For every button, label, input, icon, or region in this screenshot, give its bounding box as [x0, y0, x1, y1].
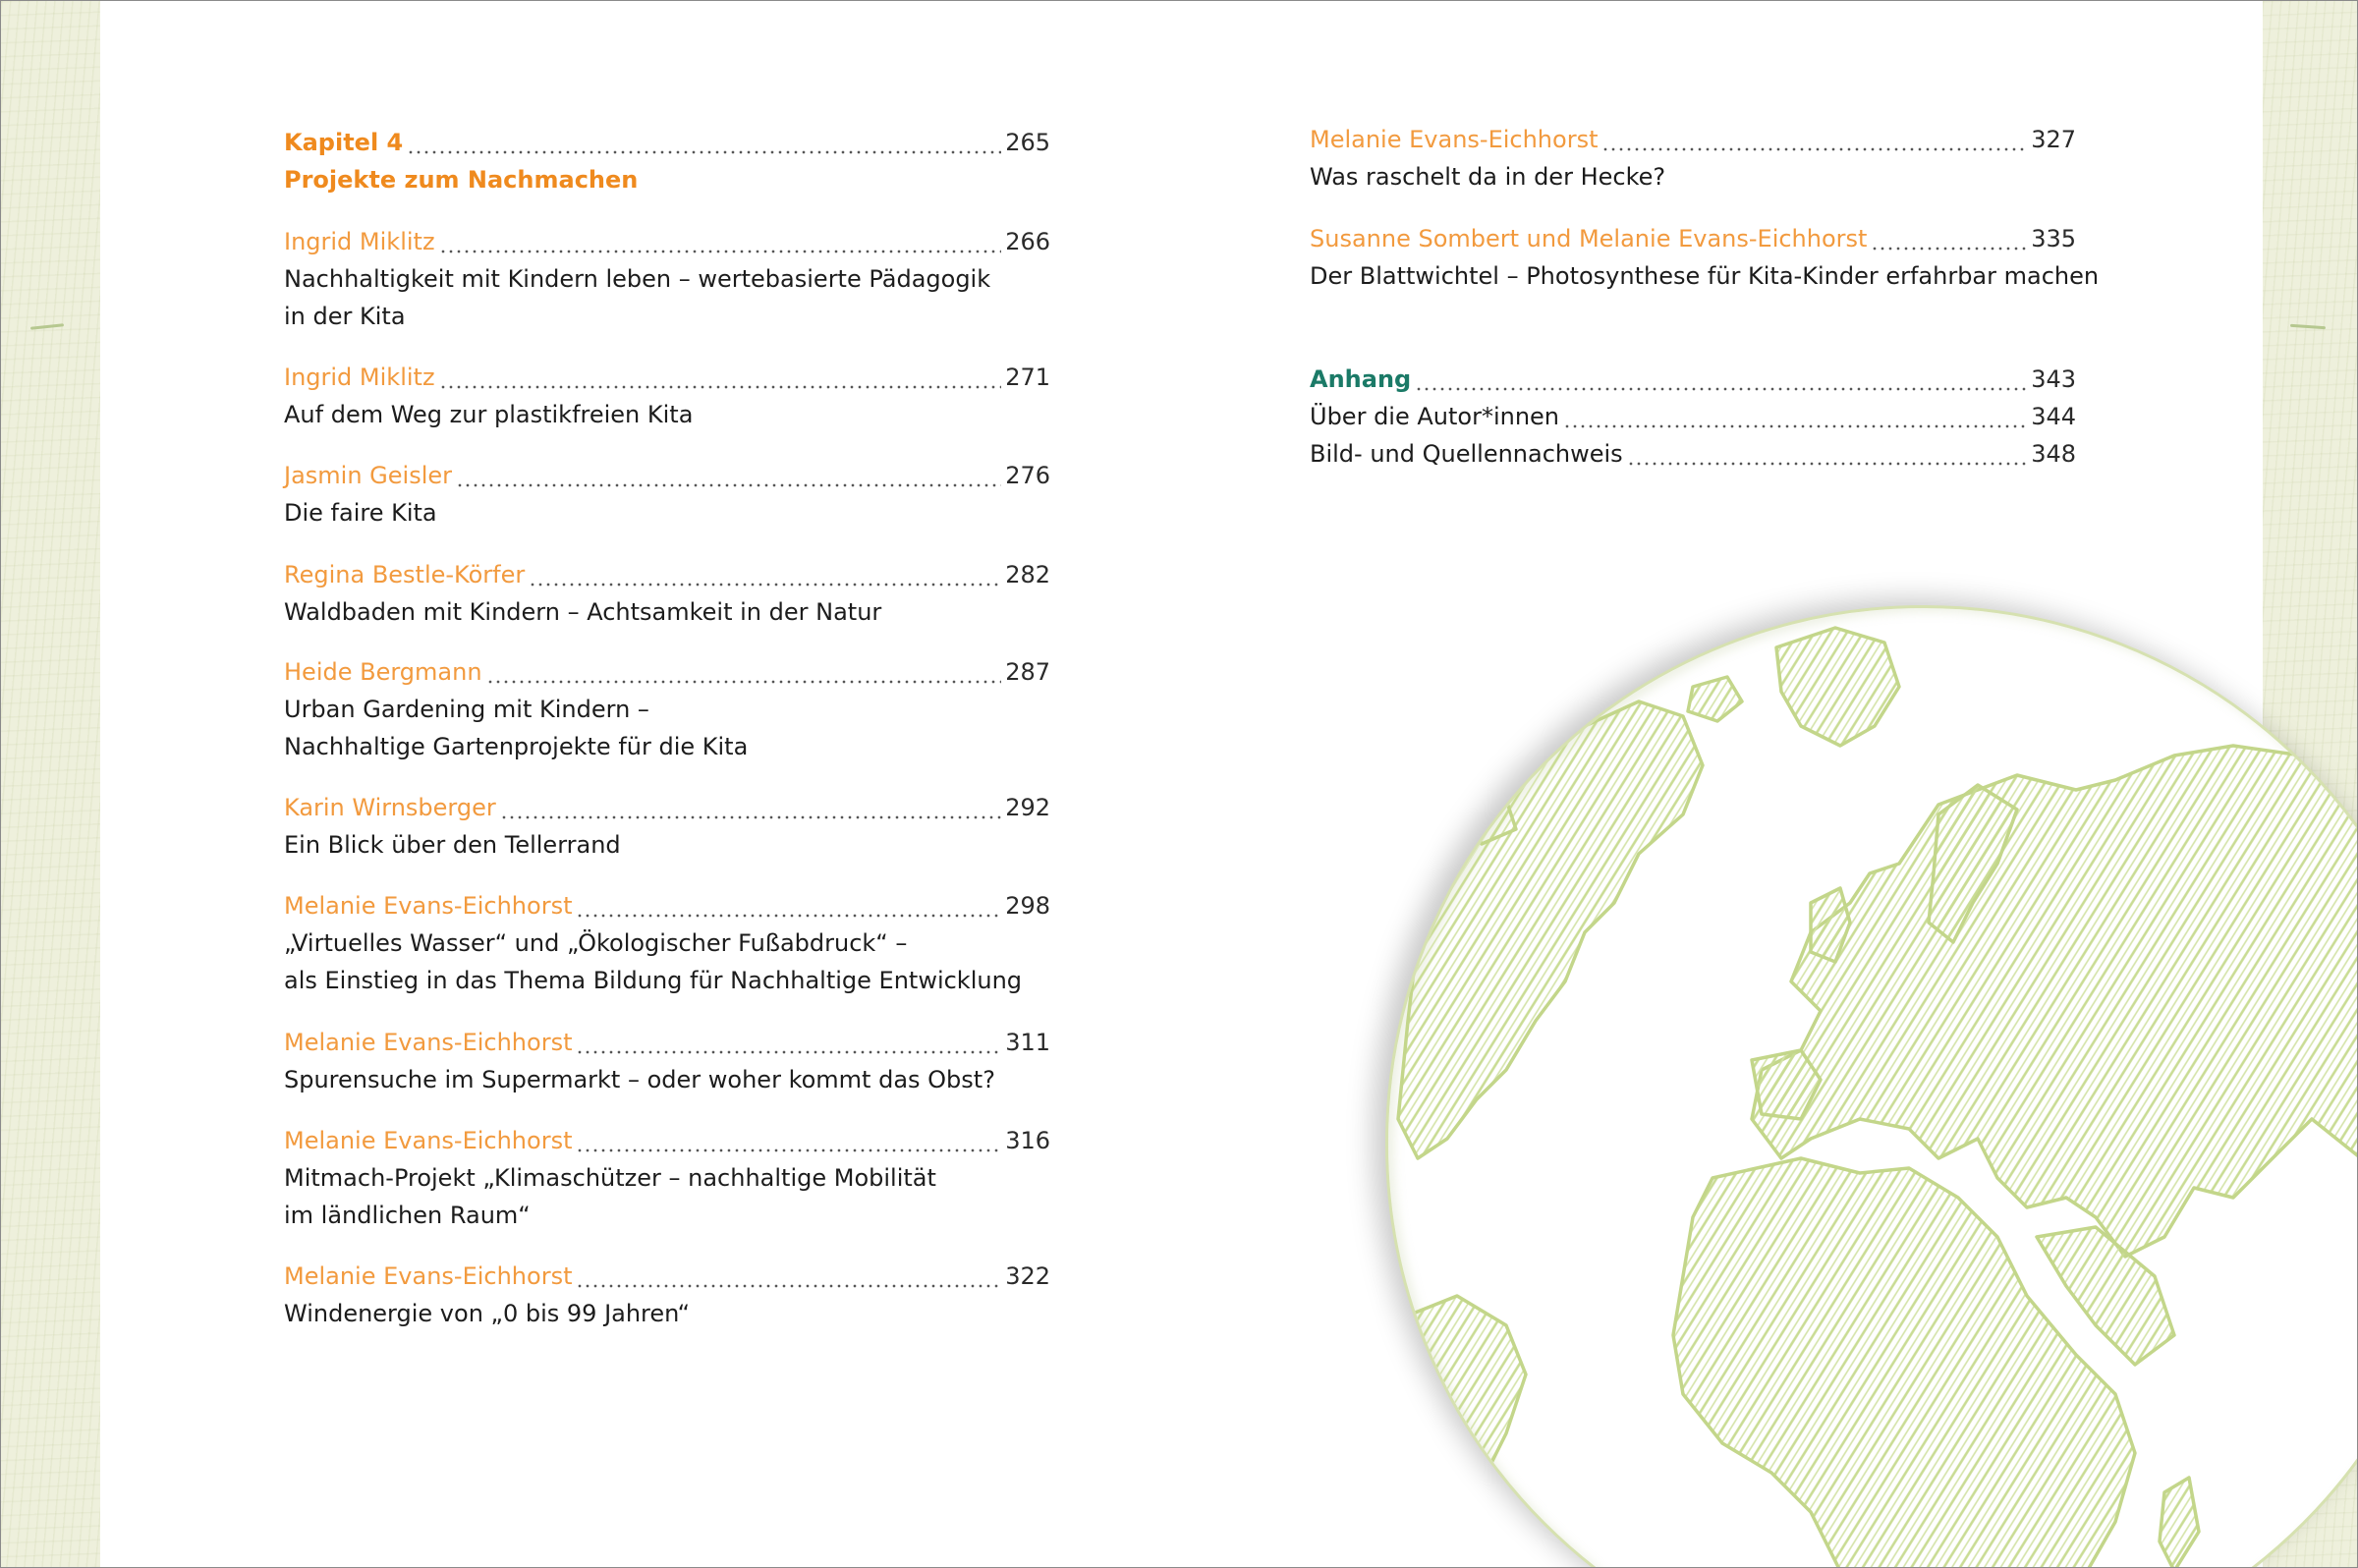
page-number: 327	[2031, 126, 2076, 153]
paper-strip-left	[1, 1, 100, 1568]
page-number: 298	[1005, 892, 1050, 920]
toc-title-line: Nachhaltigkeit mit Kindern leben – wertebasierte Pädagogik	[284, 265, 991, 293]
leader-dots	[529, 556, 1001, 593]
page-number: 271	[1005, 364, 1050, 391]
page-number: 343	[2031, 365, 2076, 393]
toc-title-line: Spurensuche im Supermarkt – oder woher kommt das Obst?	[284, 1066, 995, 1093]
toc-author: Melanie Evans-Eichhorst	[284, 1127, 573, 1154]
page-number: 292	[1005, 794, 1050, 821]
toc-entry	[284, 457, 1050, 532]
chapter-label: Kapitel 4	[284, 129, 404, 156]
appendix-item-label: Bild- und Quellennachweis	[1310, 440, 1623, 468]
appendix-item-label: Über die Autor*innen	[1310, 403, 1560, 430]
toc-title-line: „Virtuelles Wasser“ und „Ökologischer Fußabdruck“ –	[284, 929, 908, 957]
leader-dots	[576, 887, 1001, 924]
toc-entry	[284, 789, 1050, 864]
page-number: 344	[2031, 403, 2076, 430]
toc-entry	[284, 1258, 1050, 1332]
toc-author: Ingrid Miklitz	[284, 364, 435, 391]
toc-entry	[284, 1122, 1050, 1234]
toc-title-line: Auf dem Weg zur plastikfreien Kita	[284, 401, 694, 428]
toc-title-line: Windenergie von „0 bis 99 Jahren“	[284, 1300, 691, 1327]
page-number: 276	[1005, 462, 1050, 489]
leader-dots	[456, 457, 1001, 494]
paper-fiber	[30, 323, 64, 330]
page-number: 316	[1005, 1127, 1050, 1154]
toc-title-line: Nachhaltige Gartenprojekte für die Kita	[284, 733, 749, 760]
toc-title-line: im ländlichen Raum“	[284, 1202, 531, 1229]
toc-title-line: Ein Blick über den Tellerrand	[284, 831, 621, 859]
globe-sketch-icon	[1385, 605, 2358, 1568]
toc-entry	[284, 223, 1050, 335]
toc-appendix	[1310, 361, 2076, 473]
toc-title-line: Was raschelt da in der Hecke?	[1310, 163, 1666, 191]
toc-entry	[284, 556, 1050, 631]
leader-dots	[1563, 398, 2027, 435]
toc-author: Ingrid Miklitz	[284, 228, 435, 255]
toc-author: Melanie Evans-Eichhorst	[1310, 126, 1599, 153]
island-madagascar	[2160, 1478, 2199, 1568]
continent-south-america	[1398, 1296, 1526, 1568]
page-number: 322	[1005, 1262, 1050, 1290]
leader-dots	[1627, 435, 2028, 473]
continent-greenland	[1776, 628, 1899, 746]
toc-entry	[284, 1024, 1050, 1098]
continent-north-america	[1398, 701, 1703, 1158]
toc-title-line: Der Blattwichtel – Photosynthese für Kita-Kinder erfahrbar machen	[1310, 262, 2100, 290]
page-number: 335	[2031, 225, 2076, 252]
page-number: 287	[1005, 658, 1050, 686]
appendix-label: Anhang	[1310, 365, 1412, 393]
toc-entry	[1310, 121, 2076, 196]
chapter-subtitle: Projekte zum Nachmachen	[284, 166, 639, 194]
leader-dots	[486, 653, 1002, 691]
leader-dots	[439, 359, 1002, 396]
toc-title-line: Waldbaden mit Kindern – Achtsamkeit in der Natur	[284, 598, 882, 626]
leader-dots	[576, 1122, 1001, 1159]
toc-entry	[284, 653, 1050, 765]
toc-title-line: als Einstieg in das Thema Bildung für Nachhaltige Entwicklung	[284, 967, 1023, 994]
toc-entry	[284, 359, 1050, 433]
toc-author: Melanie Evans-Eichhorst	[284, 1262, 573, 1290]
page-number: 265	[1005, 129, 1050, 156]
globe-continents	[1388, 608, 2358, 1568]
toc-author: Melanie Evans-Eichhorst	[284, 1029, 573, 1056]
leader-dots	[1601, 121, 2027, 158]
toc-entry	[1310, 220, 2100, 295]
leader-dots	[407, 124, 1001, 161]
leader-dots	[439, 223, 1002, 260]
toc-entry	[284, 887, 1050, 999]
toc-title-line: in der Kita	[284, 303, 406, 330]
page-number: 266	[1005, 228, 1050, 255]
toc-author: Jasmin Geisler	[284, 462, 453, 489]
paper-fiber	[2290, 324, 2326, 330]
toc-author: Heide Bergmann	[284, 658, 482, 686]
page-number: 348	[2031, 440, 2076, 468]
toc-author: Melanie Evans-Eichhorst	[284, 892, 573, 920]
toc-author: Karin Wirnsberger	[284, 794, 496, 821]
page-number: 311	[1005, 1029, 1050, 1056]
island	[1688, 677, 1742, 721]
toc-title-line: Die faire Kita	[284, 499, 437, 527]
leader-dots	[576, 1024, 1001, 1061]
leader-dots	[500, 789, 1001, 826]
continent-africa	[1673, 1158, 2135, 1568]
leader-dots	[576, 1258, 1001, 1295]
page-number: 282	[1005, 561, 1050, 588]
leader-dots	[1871, 220, 2027, 257]
toc-title-line: Urban Gardening mit Kindern –	[284, 696, 649, 723]
toc-title-line: Mitmach-Projekt „Klimaschützer – nachhaltige Mobilität	[284, 1164, 936, 1192]
toc-author: Regina Bestle-Körfer	[284, 561, 526, 588]
leader-dots	[1415, 361, 2027, 398]
toc-author: Susanne Sombert und Melanie Evans-Eichhorst	[1310, 225, 1868, 252]
toc-chapter-heading	[284, 124, 1050, 198]
